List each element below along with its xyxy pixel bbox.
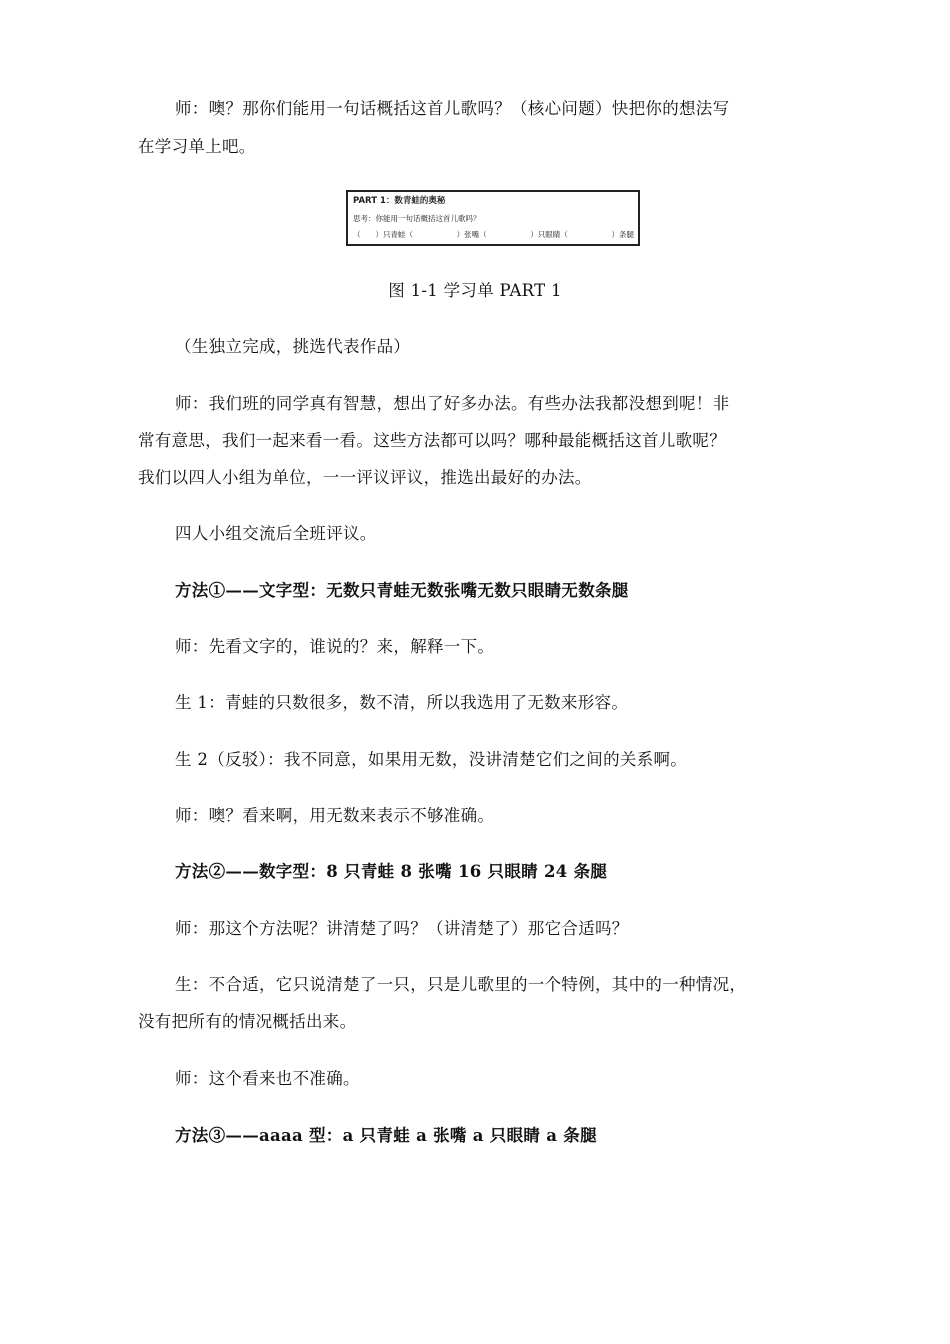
paragraph-line: （生独立完成，挑选代表作品） (175, 337, 411, 356)
paragraph-line: 师：噢？看来啊，用无数来表示不够准确。 (175, 806, 495, 825)
method-heading: 方法①——文字型：无数只青蛙无数张嘴无数只眼睛无数条腿 (175, 581, 629, 600)
paragraph-line: 生 1：青蛙的只数很多，数不清，所以我选用了无数来形容。 (175, 693, 629, 712)
paragraph-line: 师：先看文字的，谁说的？来，解释一下。 (175, 637, 495, 656)
method-heading: 方法②——数字型：8 只青蛙 8 张嘴 16 只眼睛 24 条腿 (175, 862, 608, 881)
paragraph-line: 师：噢？那你们能用一句话概括这首儿歌吗？（核心问题）快把你的想法写 (175, 99, 730, 118)
paragraph-line: 常有意思，我们一起来看一看。这些方法都可以吗？哪种最能概括这首儿歌呢？ (138, 431, 726, 450)
paragraph-line: 在学习单上吧。 (138, 137, 256, 156)
worksheet-question: 思考：你能用一句话概括这首儿歌吗？ (353, 214, 481, 223)
worksheet-blank-legs: ）条腿 (611, 230, 634, 239)
paragraph-line: 生：不合适，它只说清楚了一只，只是儿歌里的一个特例，其中的一种情况， (175, 975, 747, 994)
worksheet-title: PART 1：数青蛙的奥秘 (353, 196, 446, 206)
paragraph-line: 四人小组交流后全班评议。 (175, 524, 377, 543)
worksheet-blank-frogs: （ ）只青蛙（ (353, 230, 413, 239)
paragraph-line: 师：这个看来也不准确。 (175, 1069, 360, 1088)
worksheet-blank-eyes: ）只眼睛（ (530, 230, 568, 239)
worksheet-blank-mouths: ）张嘴（ (456, 230, 487, 239)
paragraph-line: 师：那这个方法呢？讲清楚了吗？（讲清楚了）那它合适吗？ (175, 919, 629, 938)
worksheet-blanks (353, 230, 634, 240)
figure-caption: 图 1-1 学习单 PART 1 (388, 281, 562, 300)
method-heading: 方法③——aaaa 型：a 只青蛙 a 张嘴 a 只眼睛 a 条腿 (175, 1126, 597, 1145)
paragraph-line: 生 2（反驳）：我不同意，如果用无数，没讲清楚它们之间的关系啊。 (175, 750, 688, 769)
worksheet-figure (346, 190, 640, 246)
paragraph-line: 没有把所有的情况概括出来。 (138, 1012, 357, 1031)
paragraph-line: 我们以四人小组为单位，一一评议评议，推选出最好的办法。 (138, 468, 592, 487)
paragraph-line: 师：我们班的同学真有智慧，想出了好多办法。有些办法我都没想到呢！非 (175, 394, 730, 413)
